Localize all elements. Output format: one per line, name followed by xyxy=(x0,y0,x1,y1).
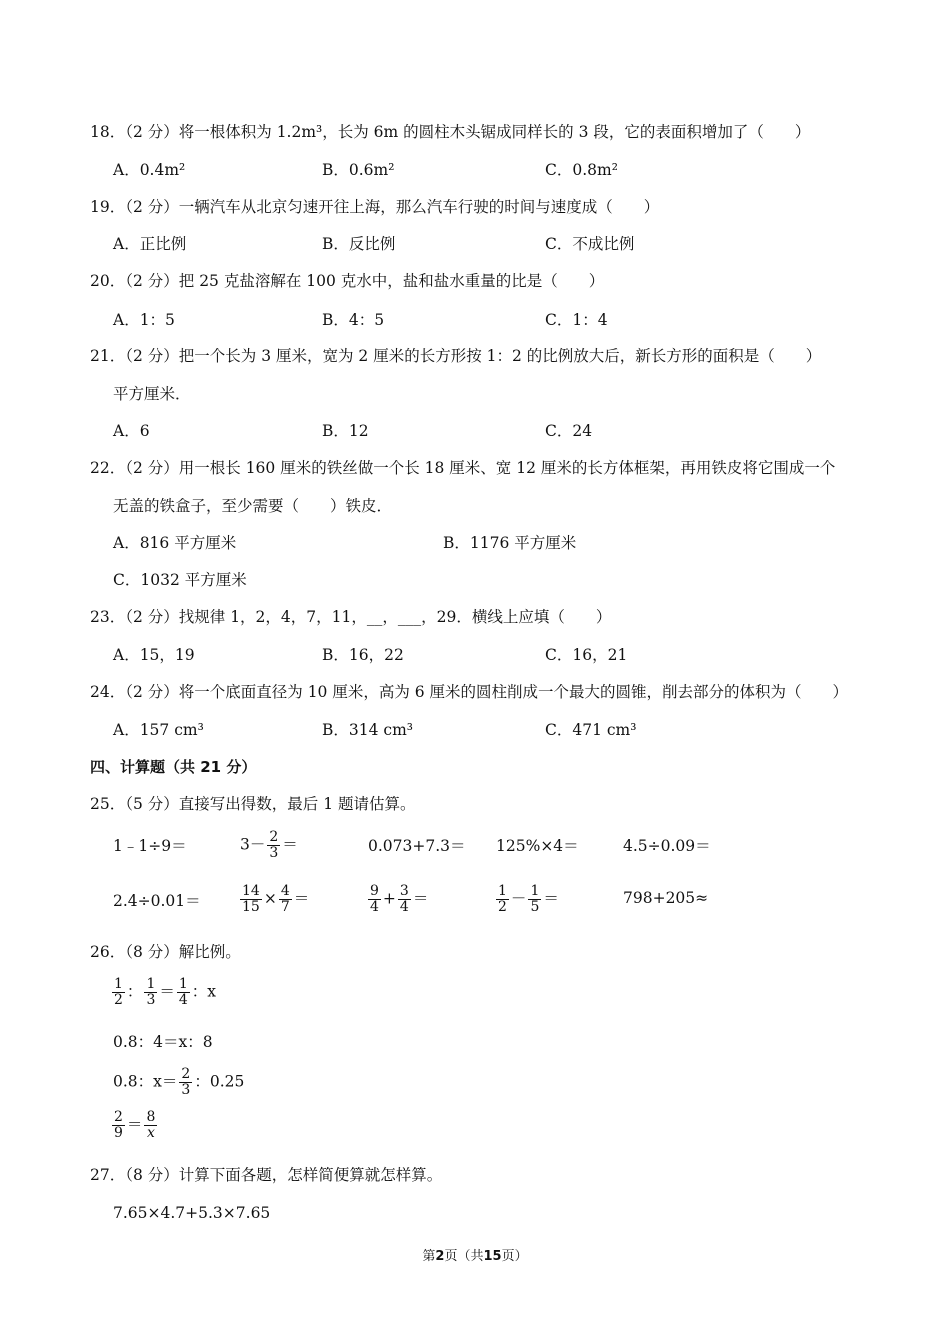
q21-continuation: 平方厘米． xyxy=(113,385,191,403)
q22-option-a: A．816 平方厘米 xyxy=(113,534,237,552)
q18-stem: 18．（2 分）将一根体积为 1.2m³，长为 6m 的圆柱木头锯成同样长的 3 段，它的表面积增加了（ ） xyxy=(90,123,811,141)
page-total: 15 xyxy=(483,1249,502,1264)
page-footer: 第2页（共15页） xyxy=(422,1249,528,1264)
q24-stem: 24．（2 分）将一个底面直径为 10 厘米，高为 6 厘米的圆柱削成一个最大的圆锥，削去部分的体积为（ ） xyxy=(90,683,849,701)
q20-option-c: C．1：4 xyxy=(545,311,608,329)
q21-stem: 21．（2 分）把一个长为 3 厘米，宽为 2 厘米的长方形按 1：2 的比例放大后，新长方形的面积是（ ） xyxy=(90,347,822,365)
q21-option-b: B．12 xyxy=(322,422,369,440)
q23-option-c: C．16，21 xyxy=(545,646,628,664)
q23-option-a: A．15，19 xyxy=(113,646,195,664)
q25-r2c3: $\frac{9}{4}$ + $\frac{3}{4}$ ＝ xyxy=(370,883,429,915)
q25-r2c1: 2.4÷0.01＝ xyxy=(113,892,201,910)
q26-eq2: 0.8：4＝x：8 xyxy=(113,1033,213,1051)
page-number: 2 xyxy=(435,1249,445,1264)
q26-eq4: $\frac{2}{9}$ ＝ $\frac{8}{x}$ xyxy=(114,1109,156,1141)
q24-option-a: A．157 cm³ xyxy=(113,721,204,739)
q27-stem: 27．（8 分）计算下面各题，怎样简便算就怎样算。 xyxy=(90,1166,443,1184)
q20-option-b: B．4：5 xyxy=(322,311,385,329)
q25-r1c5: 4.5÷0.09＝ xyxy=(623,837,711,855)
q22-option-b: B．1176 平方厘米 xyxy=(443,534,577,552)
q25-r2c2: $\frac{14}{15}$ × $\frac{4}{7}$ ＝ xyxy=(242,883,310,915)
q23-stem: 23．（2 分）找规律 1，2，4，7，11，__，___，29．横线上应填（ ） xyxy=(90,608,612,626)
q19-option-c: C．不成比例 xyxy=(545,235,635,253)
q18-option-c: C．0.8m² xyxy=(545,161,618,179)
q22-continuation: 无盖的铁盒子，至少需要（ ）铁皮． xyxy=(113,497,393,515)
q20-option-a: A．1：5 xyxy=(113,311,175,329)
q25-r1c3: 0.073+7.3＝ xyxy=(368,837,466,855)
q18-option-a: A．0.4m² xyxy=(113,161,186,179)
q22-stem: 22．（2 分）用一根长 160 厘米的铁丝做一个长 18 厘米、宽 12 厘米的长方体框架，再用铁皮将它围成一个 xyxy=(90,459,836,477)
q24-option-c: C．471 cm³ xyxy=(545,721,637,739)
q20-stem: 20．（2 分）把 25 克盐溶解在 100 克水中，盐和盐水重量的比是（ ） xyxy=(90,272,605,290)
q18-option-b: B．0.6m² xyxy=(322,161,395,179)
section-heading: 四、计算题（共 21 分） xyxy=(90,758,257,776)
q22-option-c: C．1032 平方厘米 xyxy=(113,571,247,589)
q21-option-a: A．6 xyxy=(113,422,150,440)
q25-r1c1: 1﹣1÷9＝ xyxy=(113,837,187,855)
q25-stem: 25．（5 分）直接写出得数，最后 1 题请估算。 xyxy=(90,795,416,813)
q19-stem: 19．（2 分）一辆汽车从北京匀速开往上海，那么汽车行驶的时间与速度成（ ） xyxy=(90,198,660,216)
q26-eq1: $\frac{1}{2}$ ： $\frac{1}{3}$ ＝ $\frac{1}{4}$ ：x xyxy=(114,976,217,1008)
q24-option-b: B．314 cm³ xyxy=(322,721,413,739)
q19-option-a: A．正比例 xyxy=(113,235,187,253)
q25-r2c5: 798+205≈ xyxy=(623,889,709,907)
q25-r2c4: $\frac{1}{2}$ － $\frac{1}{5}$ ＝ xyxy=(498,883,559,915)
q27-expr1: 7.65×4.7+5.3×7.65 xyxy=(113,1204,271,1222)
q25-r1c4: 125%×4＝ xyxy=(496,837,579,855)
q26-eq3: 0.8：x＝ $\frac{2}{3}$ ：0.25 xyxy=(113,1066,245,1098)
q21-option-c: C．24 xyxy=(545,422,593,440)
q23-option-b: B．16，22 xyxy=(322,646,404,664)
q19-option-b: B．反比例 xyxy=(322,235,396,253)
q26-stem: 26．（8 分）解比例。 xyxy=(90,943,241,961)
q25-r1c2: 3－ $\frac{2}{3}$ ＝ xyxy=(240,829,298,861)
